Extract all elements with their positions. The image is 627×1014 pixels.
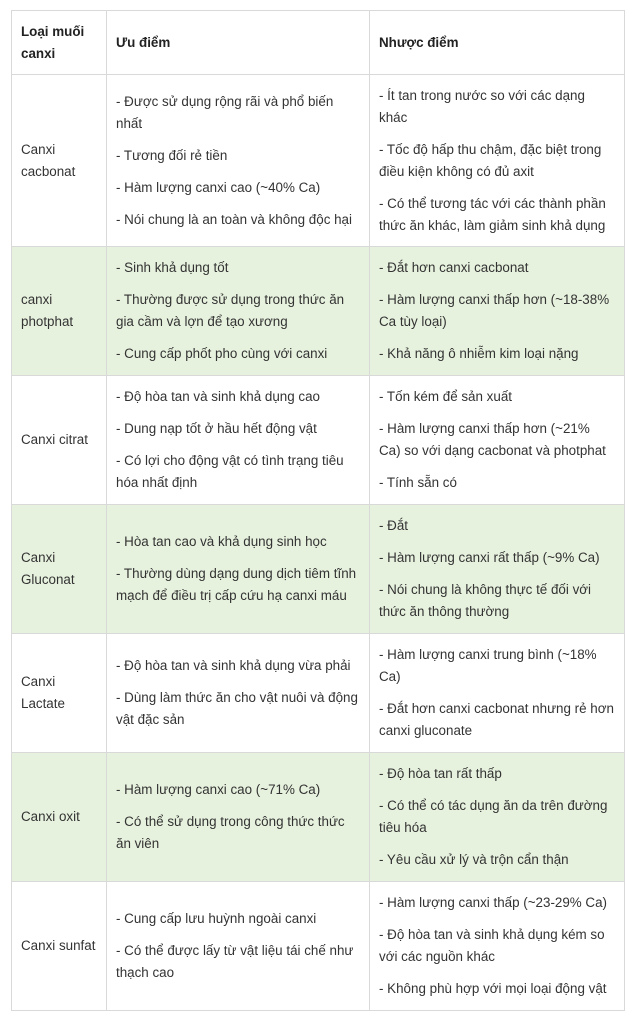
- advantage-item: - Hàm lượng canxi cao (~71% Ca): [116, 782, 321, 797]
- disadvantages-cell: [370, 882, 625, 1011]
- salt-name-cell: Canxi Lactate: [12, 634, 107, 753]
- header-row: [12, 11, 625, 75]
- salt-name-cell: canxi photphat: [12, 247, 107, 376]
- advantage-item: - Cung cấp phốt pho cùng với canxi: [116, 346, 328, 361]
- disadvantage-item: - Ít tan trong nước so với các dạng khác: [379, 87, 585, 125]
- disadvantage-item: - Tốc độ hấp thu chậm, đặc biệt trong điều kiện không có đủ axit: [379, 141, 602, 179]
- table-row: [12, 75, 625, 247]
- advantage-item: - Có thể sử dụng trong công thức thức ăn viên: [116, 814, 345, 851]
- advantages-cell: [107, 247, 370, 376]
- advantages-cell: [107, 882, 370, 1011]
- table-row: [12, 882, 625, 1011]
- salt-name-cell: Canxi Gluconat: [12, 505, 107, 634]
- disadvantage-item: - Đắt hơn canxi cacbonat nhưng rẻ hơn canxi gluconate: [379, 701, 614, 738]
- advantages-cell: [107, 634, 370, 753]
- advantage-item: - Được sử dụng rộng rãi và phổ biến nhất: [116, 93, 334, 131]
- disadvantage-item: - Đắt hơn canxi cacbonat: [379, 260, 529, 275]
- disadvantage-item: - Hàm lượng canxi rất thấp (~9% Ca): [379, 550, 600, 565]
- disadvantage-item: - Hàm lượng canxi thấp (~23-29% Ca): [379, 895, 608, 910]
- salt-name-cell: Canxi sunfat: [12, 882, 107, 1011]
- advantage-item: - Có lợi cho động vật có tình trạng tiêu hóa nhất định: [116, 453, 344, 490]
- advantage-item: - Độ hòa tan và sinh khả dụng vừa phải: [116, 658, 351, 673]
- advantage-item: - Tương đối rẻ tiền: [116, 147, 228, 163]
- disadvantage-item: - Hàm lượng canxi trung bình (~18% Ca): [379, 647, 597, 684]
- advantage-item: - Dung nạp tốt ở hầu hết động vật: [116, 421, 317, 436]
- table-row: [12, 376, 625, 505]
- advantages-cell: [107, 376, 370, 505]
- disadvantage-item: - Độ hòa tan rất thấp: [379, 766, 502, 781]
- advantage-item: - Có thể được lấy từ vật liệu tái chế như thạch cao: [116, 943, 354, 980]
- table-row: [12, 247, 625, 376]
- advantage-item: - Nói chung là an toàn và không độc hại: [116, 211, 352, 227]
- advantages-cell: [107, 753, 370, 882]
- advantage-item: - Độ hòa tan và sinh khả dụng cao: [116, 389, 320, 404]
- header-salt-type: Loại muối canxi: [12, 11, 107, 75]
- disadvantages-cell: [370, 75, 625, 247]
- advantages-cell: [107, 505, 370, 634]
- disadvantage-item: - Khả năng ô nhiễm kim loại nặng: [379, 346, 579, 361]
- disadvantage-item: - Không phù hợp với mọi loại động vật: [379, 981, 607, 996]
- disadvantage-item: - Có thể có tác dụng ăn da trên đường tiêu hóa: [379, 798, 608, 835]
- disadvantages-cell: [370, 634, 625, 753]
- salt-name-cell: Canxi cacbonat: [12, 75, 107, 247]
- disadvantage-item: - Đắt: [379, 518, 409, 533]
- advantages-cell: [107, 75, 370, 247]
- calcium-salts-table: [11, 10, 625, 1011]
- disadvantages-cell: [370, 753, 625, 882]
- table-row: [12, 634, 625, 753]
- advantage-item: - Thường được sử dụng trong thức ăn gia cầm và lợn để tạo xương: [116, 292, 345, 329]
- disadvantages-cell: [370, 505, 625, 634]
- disadvantage-item: - Tính sẵn có: [379, 475, 457, 490]
- disadvantage-item: - Hàm lượng canxi thấp hơn (~21% Ca) so với dạng cacbonat và photphat: [379, 421, 606, 458]
- disadvantage-item: - Có thể tương tác với các thành phần thức ăn khác, làm giảm sinh khả dụng: [379, 195, 606, 233]
- disadvantage-item: - Hàm lượng canxi thấp hơn (~18-38% Ca tùy loại): [379, 292, 610, 329]
- disadvantages-cell: [370, 376, 625, 505]
- disadvantages-cell: [370, 247, 625, 376]
- advantage-item: - Thường dùng dạng dung dịch tiêm tĩnh mạch để điều trị cấp cứu hạ canxi máu: [116, 566, 357, 603]
- advantage-item: - Hòa tan cao và khả dụng sinh học: [116, 534, 327, 549]
- disadvantage-item: - Yêu cầu xử lý và trộn cẩn thận: [379, 852, 569, 867]
- disadvantage-item: - Tốn kém để sản xuất: [379, 389, 512, 404]
- advantage-item: - Hàm lượng canxi cao (~40% Ca): [116, 179, 321, 195]
- disadvantage-item: - Độ hòa tan và sinh khả dụng kém so với các nguồn khác: [379, 927, 605, 964]
- header-disadvantages: Nhược điểm: [370, 11, 625, 75]
- advantage-item: - Sinh khả dụng tốt: [116, 260, 229, 275]
- advantage-item: - Dùng làm thức ăn cho vật nuôi và động vật đặc sản: [116, 690, 358, 727]
- salt-name-cell: Canxi citrat: [12, 376, 107, 505]
- table-row: [12, 505, 625, 634]
- table-row: [12, 753, 625, 882]
- disadvantage-item: - Nói chung là không thực tế đối với thức ăn thông thường: [379, 582, 592, 619]
- header-advantages: Ưu điểm: [107, 11, 370, 75]
- advantage-item: - Cung cấp lưu huỳnh ngoài canxi: [116, 911, 317, 926]
- salt-name-cell: Canxi oxit: [12, 753, 107, 882]
